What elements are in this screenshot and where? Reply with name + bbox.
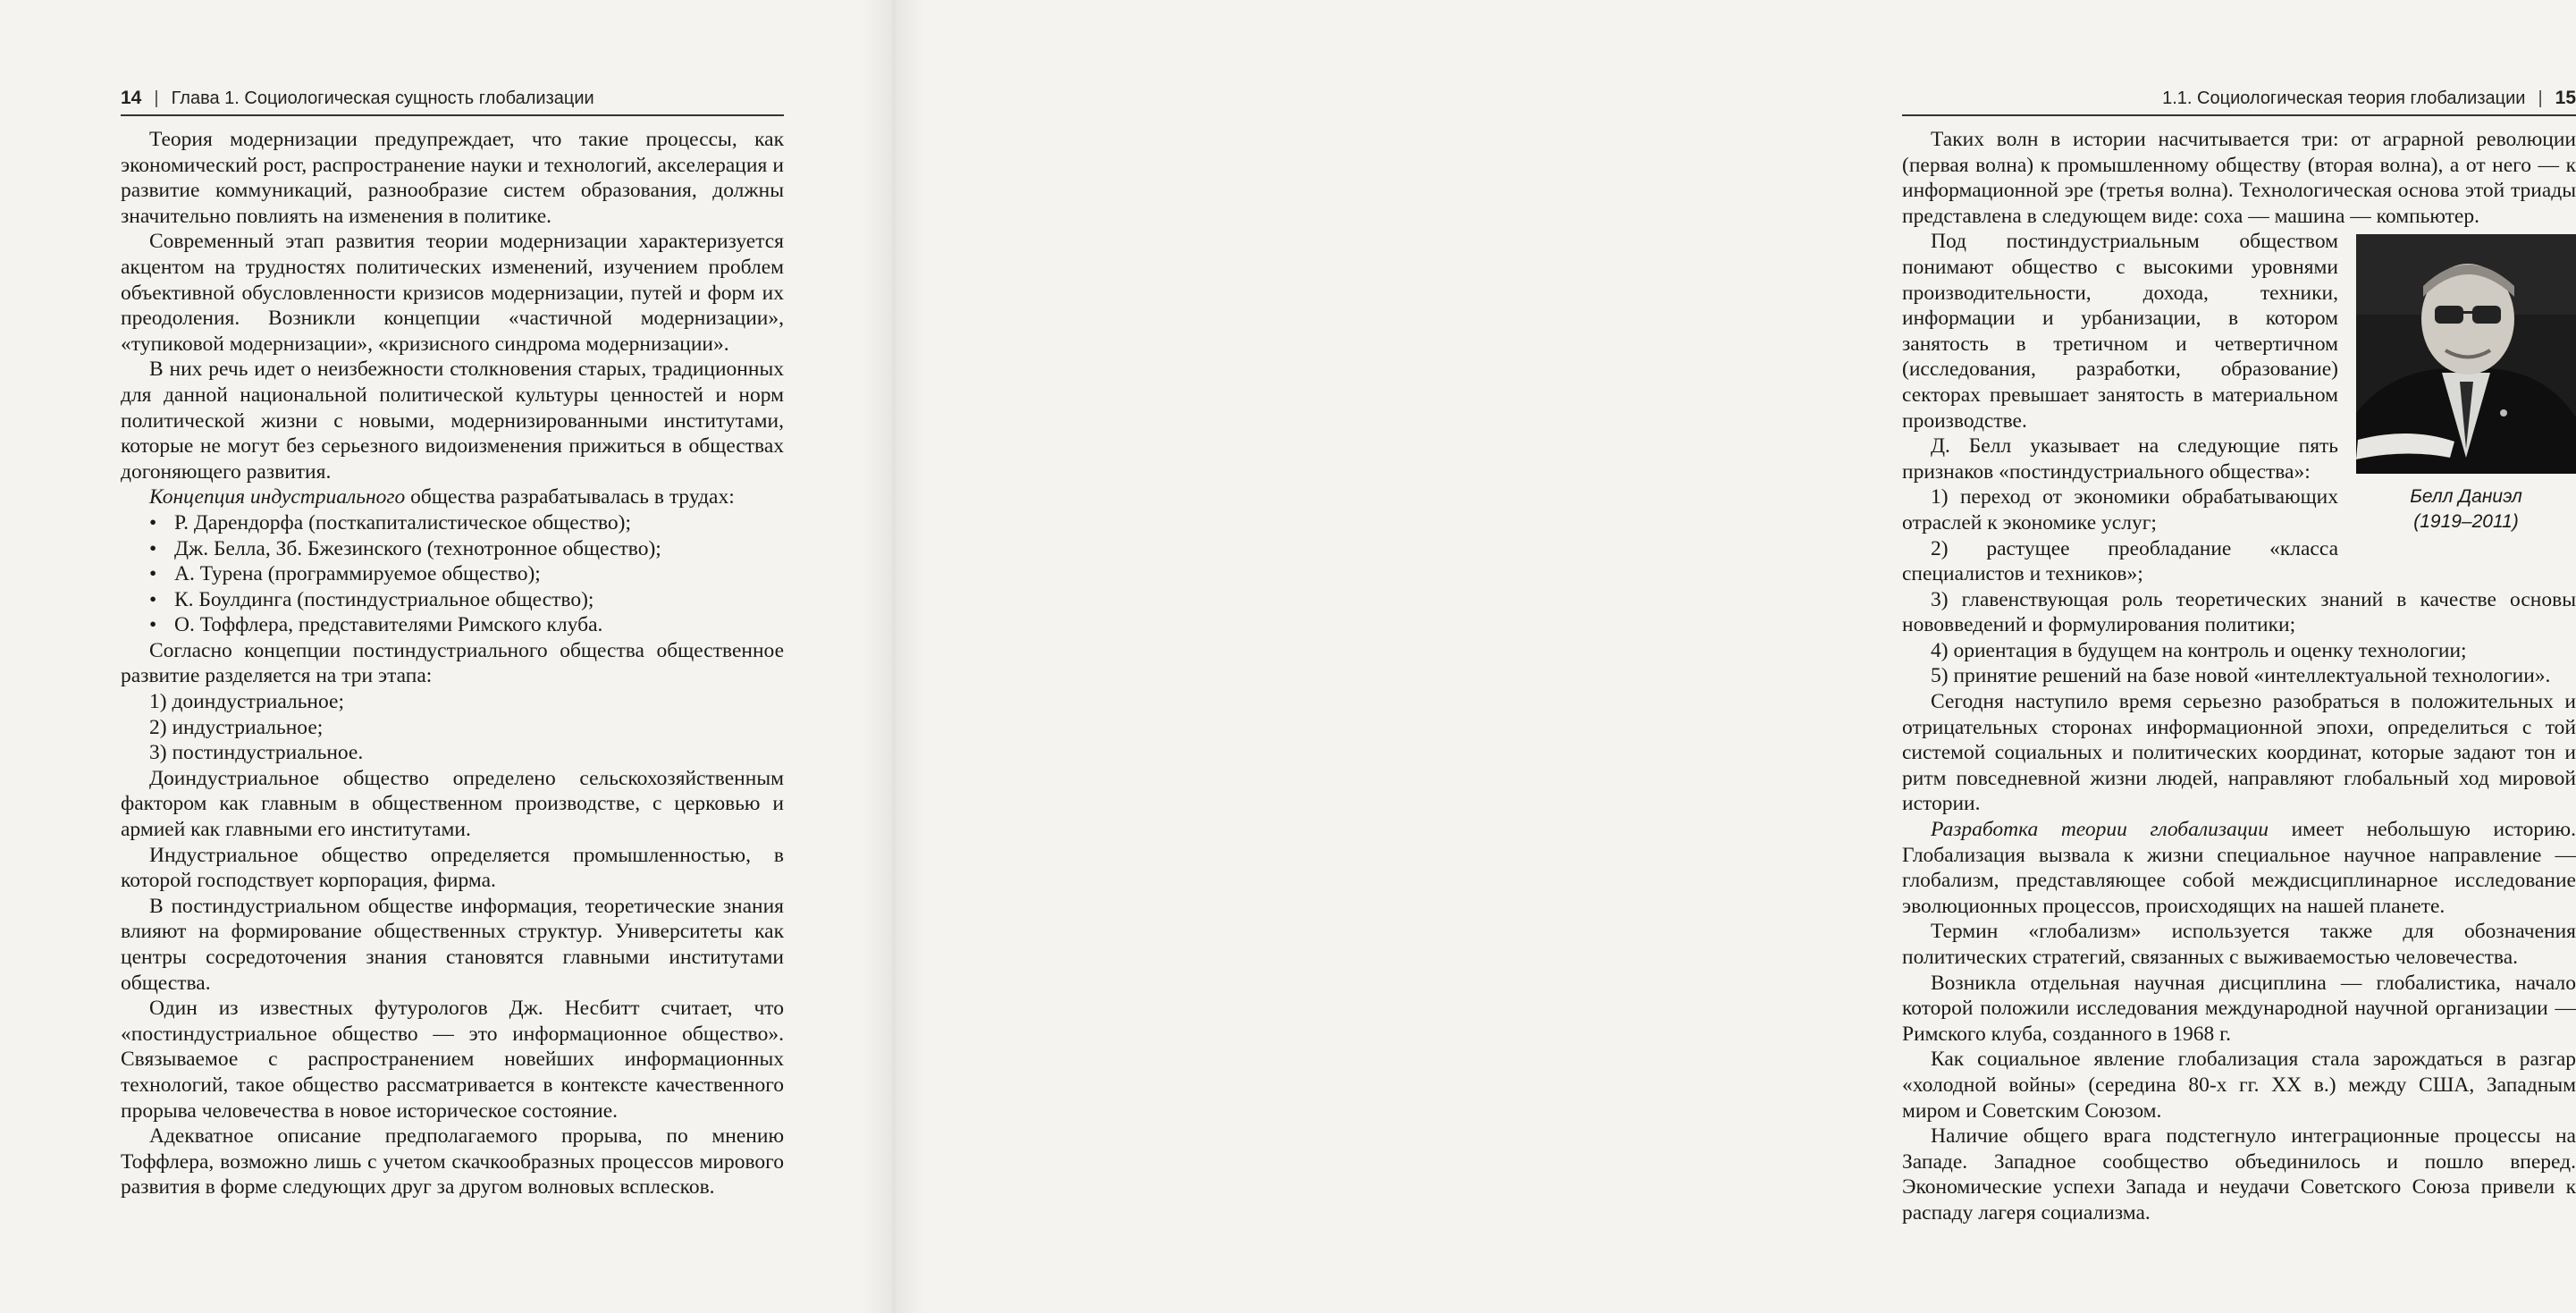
stage-item: 1) доиндустриальное; — [149, 690, 344, 714]
stage-item: 2) индустриальное; — [149, 715, 324, 739]
globalization-paragraph — [1902, 817, 2576, 919]
list-item — [121, 587, 784, 613]
left-running-head — [121, 82, 784, 116]
paragraph: В постиндустриальном обществе информация, теоретические знания влияют на формирование общественных структур. Университеты как центры сосредоточения знания становятся главными институтами общества. — [121, 894, 784, 995]
bullet-icon: • — [149, 587, 157, 611]
bullet-icon: • — [149, 510, 157, 534]
concept-intro-italic: Концепция индустриального — [149, 485, 406, 509]
left-page-number: 14 — [121, 88, 142, 108]
bullet-text: Дж. Белла, Зб. Бжезинского (технотронное общество); — [174, 536, 661, 560]
caption-name: Белл Даниэл — [2410, 486, 2522, 508]
paragraph: Термин «глобализм» используется также для обозначения политических стратегий, связанных с выживаемостью человечества. — [1902, 920, 2576, 969]
paragraph: Современный этап развития теории модернизации характеризуется акцентом на трудностях политических изменений, изучением проблем объективной обусловленности кризисов модернизации, путей и форм их преодоления. Возникли концепции «частичной модернизации», «тупиковой модернизации», «кризисного синдрома модернизации». — [121, 230, 784, 356]
list-item — [121, 561, 784, 587]
bullet-icon: • — [149, 536, 157, 560]
bullet-text: А. Турена (программируемое общество); — [174, 562, 541, 586]
portrait-illustration — [2356, 234, 2576, 474]
bullet-icon: • — [149, 613, 157, 637]
portrait-figure — [2356, 234, 2576, 534]
globalization-italic: Разработка теории глобализации — [1931, 818, 2269, 842]
paragraph: Д. Белл указывает на следующие пять признаков «постиндустриального общества»: — [1902, 434, 2338, 484]
paragraph: Под постиндустриальным обществом понимают общество с высокими уровнями производительности, дохода, техники, информации и урбанизации, в котором занятость в третичном и четвертичном (исследования, разработки, образование) секторах превышает занятость в материальном производстве. — [1902, 230, 2338, 433]
concept-intro-rest: общества разрабатывалась в трудах: — [405, 485, 735, 509]
bullet-text: О. Тоффлера, представителями Римского клуба. — [174, 613, 603, 637]
paragraph: Возникла отдельная научная дисциплина — глобалистика, начало которой положили исследования международной научной организации — Римского клуба, созданного в 1968 г. — [1902, 971, 2576, 1046]
right-section-title: 1.1. Социологическая теория глобализации — [2162, 88, 2526, 108]
paragraph: Сегодня наступило время серьезно разобраться в положительных и отрицательных сторонах информационной эпохи, определиться с той системой социальных и политических координат, которые задают тон и ритм повседневной жизни людей, направляют глобальный ход мировой истории. — [1902, 690, 2576, 816]
globalization-rest: имеет небольшую историю. Глобализация вызвала к жизни специальное научное направление — глобализм, представляющее собой междисциплинарное исследование эволюционных процессов, происходящих на нашей планете. — [1902, 818, 2576, 918]
bullet-text: К. Боулдинга (постиндустриальное общество); — [174, 587, 594, 611]
paragraph: Теория модернизации предупреждает, что такие процессы, как экономический рост, распространение науки и технологий, акселерация и развитие коммуникаций, разнообразие систем образования, должны значительно повлиять на изменения в политике. — [121, 128, 784, 228]
list-item — [121, 612, 784, 638]
concept-intro — [121, 484, 784, 510]
bell-sign: 2) растущее преобладание «класса специалистов и техников»; — [1902, 536, 2338, 586]
paragraph: В них речь идет о неизбежности столкновения старых, традиционных для данной национальной политической культуры ценностей и норм политической жизни с новыми, модернизированными институтами, которые не могут без серьезного видоизменения прижиться в обществах догоняющего развития. — [121, 358, 784, 484]
bell-sign: 5) принятие решений на базе новой «интеллектуальной технологии». — [1931, 664, 2551, 688]
paragraph: Индустриальное общество определяется промышленностью, в которой господствует корпорация, фирма. — [121, 843, 784, 893]
paragraph: Наличие общего врага подстегнуло интеграционные процессы на Западе. Западное сообщество объединилось и пошло вперед. Экономические успехи Запада и неудачи Советского Союза привели к распаду лагеря социализма. — [1902, 1124, 2576, 1225]
left-page — [0, 0, 894, 1313]
bell-sign: 1) переход от экономики обрабатывающих отраслей к экономике услуг; — [1902, 485, 2338, 534]
right-running-head — [1902, 82, 2576, 116]
bullet-text: Р. Дарендорфа (посткапиталистическое общество); — [174, 510, 632, 534]
bell-sign: 4) ориентация в будущем на контроль и оценку технологии; — [1931, 638, 2467, 662]
right-header-separator: | — [2538, 88, 2543, 108]
left-text-column — [121, 127, 784, 1200]
right-page-number: 15 — [2555, 88, 2576, 108]
paragraph: Как социальное явление глобализация стала зарождаться в разгар «холодной войны» (середина 80-х гг. XX в.) между США, Западным миром и Советским Союзом. — [1902, 1048, 2576, 1123]
stage-item: 3) постиндустриальное. — [149, 741, 364, 765]
left-chapter-title: Глава 1. Социологическая сущность глобализации — [171, 88, 594, 108]
right-text-column — [1902, 127, 2576, 1226]
stages-intro: Согласно концепции постиндустриального общества общественное развитие разделяется на три этапа: — [121, 638, 784, 688]
bullet-icon: • — [149, 562, 157, 586]
paragraph: Адекватное описание предполагаемого прорыва, по мнению Тоффлера, возможно лишь с учетом скачкообразных процессов мирового развития в форме следующих друг за другом волновых всплесков. — [121, 1124, 784, 1199]
paragraph: Таких волн в истории насчитывается три: от аграрной революции (первая волна) к промышленному обществу (вторая волна), а от него — к информационной эре (третья волна). Технологическая основа этой триады представлена в следующем виде: соха — машина — компьютер. — [1902, 128, 2576, 228]
right-page — [894, 0, 2576, 1313]
bell-sign: 3) главенствующая роль теоретических знаний в качестве основы нововведений и формулирования политики; — [1902, 587, 2576, 637]
paragraph: Доиндустриальное общество определено сельскохозяйственным фактором как главным в общественном производстве, с церковью и армией как главными его институтами. — [121, 766, 784, 842]
paragraph: Один из известных футурологов Дж. Несбитт считает, что «постиндустриальное общество — это информационное общество». Связываемое с распространением новейших информационных технологий, такое общество рассматривается в контексте качественного прорыва человечества в новое историческое состояние. — [121, 997, 784, 1123]
portrait-photo — [2356, 234, 2576, 474]
list-item — [121, 536, 784, 562]
portrait-caption — [2356, 484, 2576, 534]
left-header-separator: | — [154, 88, 159, 108]
list-item — [121, 510, 784, 536]
caption-years: (1919–2011) — [2413, 511, 2519, 533]
